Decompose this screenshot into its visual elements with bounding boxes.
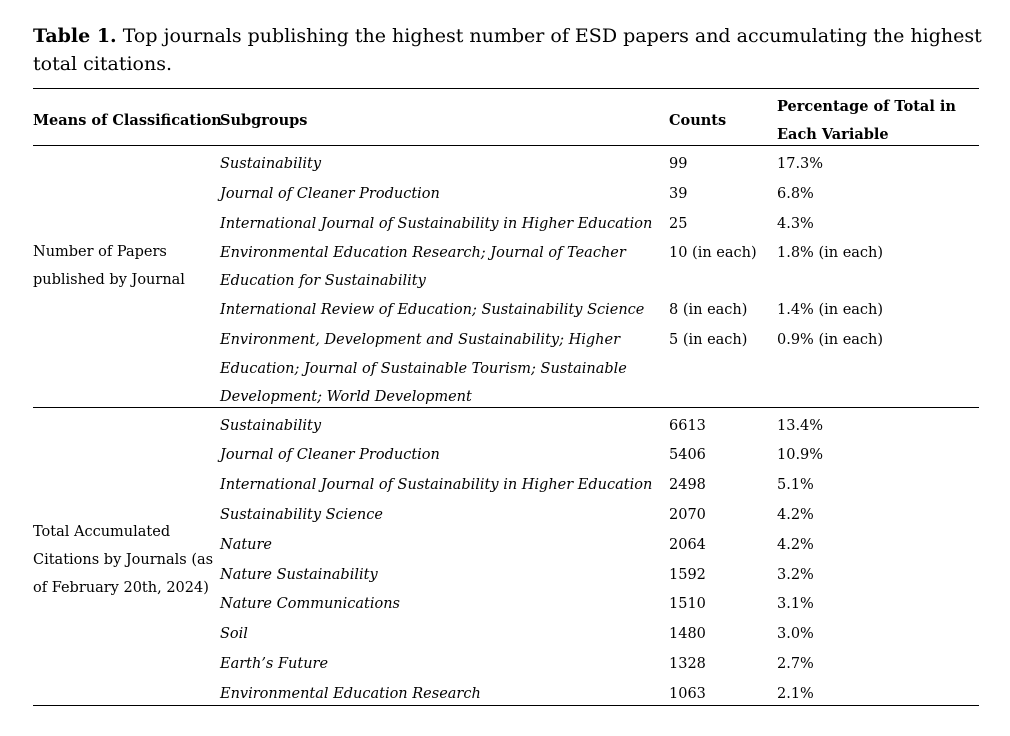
count-cell: 1510	[669, 596, 706, 612]
subgroup-cell: Journal of Cleaner Production	[220, 447, 440, 463]
percent-cell: 0.9% (in each)	[777, 332, 884, 348]
table-caption	[33, 22, 983, 78]
subgroup-cell: Development; World Development	[220, 389, 472, 405]
percent-cell: 5.1%	[777, 477, 814, 493]
subgroup-cell: Sustainability Science	[220, 507, 383, 523]
header-percentage-line1: Percentage of Total in	[777, 98, 956, 115]
percent-cell: 10.9%	[777, 447, 824, 463]
count-cell: 2498	[669, 477, 706, 493]
subgroup-cell: Soil	[220, 626, 248, 642]
percent-cell: 13.4%	[777, 418, 824, 434]
count-cell: 2064	[669, 537, 706, 553]
subgroup-cell: Journal of Cleaner Production	[220, 186, 440, 202]
header-subgroups: Subgroups	[220, 112, 308, 129]
group-label-papers: published by Journal	[33, 272, 185, 288]
percent-cell: 6.8%	[777, 186, 814, 202]
subgroup-cell: Sustainability	[220, 156, 322, 172]
subgroup-cell: International Journal of Sustainability in Higher Education	[220, 477, 653, 493]
percent-cell: 4.2%	[777, 507, 814, 523]
count-cell: 5 (in each)	[669, 332, 748, 348]
subgroup-cell: Education; Journal of Sustainable Tourism; Sustainable	[220, 361, 627, 377]
header-classification: Means of Classification	[33, 112, 222, 129]
percent-cell: 1.8% (in each)	[777, 245, 884, 261]
percent-cell: 3.1%	[777, 596, 814, 612]
count-cell: 10 (in each)	[669, 245, 757, 261]
table-bottom-rule	[33, 705, 979, 706]
count-cell: 1328	[669, 656, 706, 672]
subgroup-cell: Environment, Development and Sustainability; Higher	[220, 332, 621, 348]
count-cell: 6613	[669, 418, 706, 434]
subgroup-cell: Nature	[220, 537, 273, 553]
table-caption-text: Top journals publishing the highest number of ESD papers and accumulating the highest total citations.	[33, 25, 982, 75]
header-percentage-line2: Each Variable	[777, 126, 889, 143]
group-label-citations: Total Accumulated	[33, 524, 171, 540]
percent-cell: 4.2%	[777, 537, 814, 553]
table-caption-label: Table 1.	[33, 25, 117, 47]
header-counts: Counts	[669, 112, 727, 129]
table-top-rule	[33, 88, 979, 89]
subgroup-cell: Earth’s Future	[220, 656, 329, 672]
group-label-citations: of February 20th, 2024)	[33, 580, 209, 596]
percent-cell: 2.1%	[777, 686, 814, 702]
count-cell: 8 (in each)	[669, 302, 748, 318]
count-cell: 25	[669, 216, 688, 232]
count-cell: 2070	[669, 507, 706, 523]
percent-cell: 17.3%	[777, 156, 824, 172]
percent-cell: 3.2%	[777, 567, 814, 583]
percent-cell: 2.7%	[777, 656, 814, 672]
count-cell: 1592	[669, 567, 706, 583]
percent-cell: 1.4% (in each)	[777, 302, 884, 318]
count-cell: 39	[669, 186, 688, 202]
subgroup-cell: Education for Sustainability	[220, 273, 426, 289]
count-cell: 99	[669, 156, 688, 172]
subgroup-cell: International Journal of Sustainability in Higher Education	[220, 216, 653, 232]
subgroup-cell: Sustainability	[220, 418, 322, 434]
group-separator-rule	[33, 407, 979, 408]
subgroup-cell: Nature Sustainability	[220, 567, 378, 583]
subgroup-cell: International Review of Education; Sustainability Science	[220, 302, 645, 318]
count-cell: 5406	[669, 447, 706, 463]
percent-cell: 4.3%	[777, 216, 814, 232]
subgroup-cell: Nature Communications	[220, 596, 400, 612]
count-cell: 1480	[669, 626, 706, 642]
subgroup-cell: Environmental Education Research	[220, 686, 481, 702]
group-label-citations: Citations by Journals (as	[33, 552, 214, 568]
group-label-papers: Number of Papers	[33, 244, 167, 260]
subgroup-cell: Environmental Education Research; Journal of Teacher	[220, 245, 626, 261]
percent-cell: 3.0%	[777, 626, 814, 642]
count-cell: 1063	[669, 686, 706, 702]
